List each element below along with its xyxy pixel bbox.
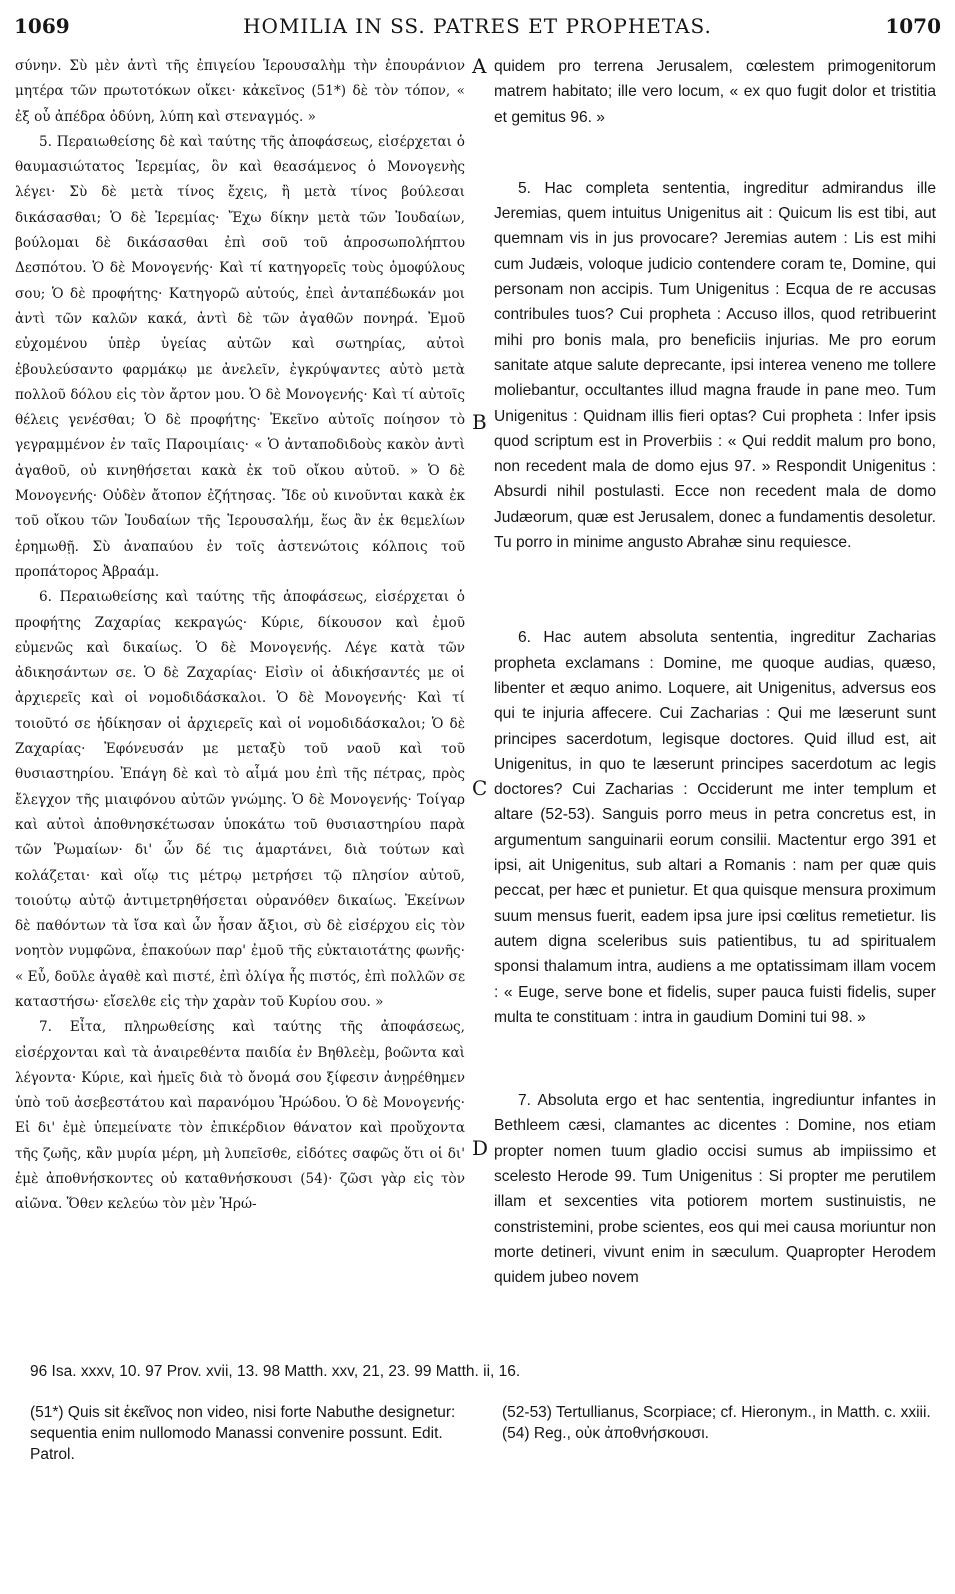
page-number-right: 1070 [885, 14, 941, 38]
footnote-54: (54) Reg., οὐκ ἀποθνήσκουσι. [502, 1425, 709, 1442]
latin-column [494, 54, 936, 1359]
page-number-left: 1069 [14, 14, 70, 38]
greek-paragraph-5: 5. Περαιωθείσης δὲ καὶ ταύτης τῆς ἀποφάσεως, εἰσέρχεται ὁ θαυμασιώτατος Ἱερεμίας, ὃν καὶ θεασάμενος ὁ Μονογενὴς λέγει· Σὺ δὲ μετὰ τίνος ἔχεις, ἢ μετὰ τίνος βούλεσαι δικάσασθαι; Ὁ δὲ Ἱερεμίας· Ἔχω δίκην μετὰ τῶν Ἰουδαίων, βούλομαι δὲ δικάσασθαι ἐπὶ σοῦ τοῦ ἀπροσωπολήπτου Δεσπότου. Ὁ δὲ Μονογενής· Καὶ τί κατηγορεῖς τοὺς ὁμοφύλους σου; Ὁ δὲ προφήτης· Κατηγορῶ αὐτούς, ἐπεὶ ἀνταπέδωκάν μοι ἀντὶ τῶν καλῶν κακά, ἀντὶ δὲ τῶν ἀγαθῶν πονηρά. Ἐμοῦ εὐχομένου ὑπὲρ ὑγείας αὐτῶν καὶ σωτηρίας, αὐτοὶ ἐβουλεύσαντο φαρμάκῳ με ἀνελεῖν, ἐγκρύψαντες αὐτὸ μετὰ πολλοῦ δόλου εἰς τὸν ἄρτον μου. Ὁ δὲ Μονογενής· Καὶ τί αὐτοῖς θέλεις γενέσθαι; Ὁ δὲ προφήτης· Ἐκεῖνο αὐτοῖς ποίησον τὸ γεγραμμένον ἐν ταῖς Παροιμίαις· « Ὁ ἀνταποδιδοὺς κακὸν ἀντὶ ἀγαθοῦ, οὐ κινηθήσεται κακὰ ἐκ τοῦ οἴκου αὐτοῦ. » Ὁ δὲ Μονογενής· Οὐδὲν ἄτοπον ἐζήτησας. Ἴδε οὐ κινοῦνται κακὰ ἐκ τοῦ οἴκου τῶν Ἰουδαίων τῆς Ἱερουσαλήμ, ἕως ἂν ἐκ θεμελίων ἐρημωθῇ. Σὺ ἀναπαύου ἐν τοῖς ἀστενώτοις κόλποις τοῦ προπάτορος Ἀβραάμ. [15, 133, 465, 580]
greek-paragraph-6: 6. Περαιωθείσης καὶ ταύτης τῆς ἀποφάσεως, εἰσέρχεται ὁ προφήτης Ζαχαρίας κεκραγώς· Κύριε, δίκουσον καὶ ἐμοῦ εὐμενῶς καὶ δικαίως. Ὁ δὲ Μονογενής. Λέγε κατὰ τῶν ἀδικησάντων σε. Ὁ δὲ Ζαχαρίας· Εἰσὶν οἱ ἀδικήσαντές με οἱ ἀρχιερεῖς καὶ οἱ νομοδιδάσκαλοι. Ὁ δὲ Μονογενής· Καὶ τί τοιοῦτό σε ἠδίκησαν οἱ ἀρχιερεῖς καὶ οἱ νομοδιδάσκαλοι; Ὁ δὲ Ζαχαρίας· Ἐφόνευσάν με μεταξὺ τοῦ ναοῦ καὶ τοῦ θυσιαστηρίου. Ἐπάγη δὲ καὶ τὸ αἷμά μου ἐπὶ τῆς πέτρας, πρὸς ἔλεγχον τῆς μιαιφόνου αὐτῶν γνώμης. Ὁ δὲ Μονογενής· Τοίγαρ καὶ αὐτοὶ ἀποθνησκέτωσαν ὑποκάτω τοῦ θυσιαστηρίου παρὰ τῶν Ῥωμαίων· δι' ὧν δέ τις ἁμαρτάνει, διὰ τούτων καὶ κολάζεται· καὶ οἵῳ τις μέτρῳ μετρήσει τῷ πλησίον αὐτοῦ, τοιούτῳ αὐτῷ ἀντιμετρηθήσεται οὐρανόθεν δικαίως. Ἐκείνων δὲ παθόντων τὰ ἴσα καὶ ὧν ἦσαν ἄξιοι, σὺ δὲ εἰσέρχου εἰς τὸν νοητὸν νυμφῶνα, ἐπακούων παρ' ἐμοῦ τῆς εὐκταιοτάτης φωνῆς· « Εὖ, δοῦλε ἀγαθὲ καὶ πιστέ, ἐπὶ ὀλίγα ἧς πιστός, ἐπὶ πολλῶν σε καταστήσω· εἴσελθε εἰς τὴν χαρὰν τοῦ Κυρίου σου. » [15, 589, 465, 1010]
latin-paragraph-intro: quidem pro terrena Jerusalem, cœlestem primogenitorum matrem habitato; ille vero locum, « ex quo fugit dolor et tristitia et gemitus 96. » [494, 58, 936, 126]
greek-paragraph-intro: σύνην. Σὺ μὲν ἀντὶ τῆς ἐπιγείου Ἱερουσαλὴμ τὴν ἐπουράνιον μητέρα τῶν πρωτοτόκων οἴκει· κἀκεῖνος (51*) δὲ τὸν τόπον, « ἐξ οὗ ἀπέδρα ὀδύνη, λύπη καὶ στεναγμός. » [15, 58, 465, 125]
footnote-51: (51*) Quis sit ἐκεῖνος non video, nisi forte Nabuthe designetur: sequentia enim nullomodo Manassi convenire possunt. Edit. Patrol. [30, 1404, 456, 1463]
greek-column [15, 54, 465, 1359]
running-title: HOMILIA IN SS. PATRES ET PROPHETAS. [243, 14, 712, 38]
footnote-left [30, 1402, 470, 1465]
footnote-52-53: (52-53) Tertullianus, Scorpiace; cf. Hieronym., in Matth. c. xxiii. [502, 1404, 931, 1421]
footnotes-right [502, 1402, 942, 1444]
latin-paragraph-7: 7. Absoluta ergo et hac sententia, ingrediuntur infantes in Bethleem cæsi, clamantes ac dicentes : Domine, nos etiam propter nomen tuum gladio occisi sumus ab impiissimo et scelesto Herode 99. Tum Unigenitus : Si propter me perutilem illam et sexcenties vita potiorem mortem sustinuistis, ne constristemini, probe scientes, eos qui mei causa moriuntur non morte detineri, vivunt enim in sæculum. Quapropter Herodem quidem jubeo novem [494, 1092, 936, 1287]
latin-paragraph-5: 5. Hac completa sententia, ingreditur admirandus ille Jeremias, quem intuitus Unigenitus ait : Quicum lis est tibi, aut quemnam vis in jus provocare? Jeremias autem : Lis est mihi cum Judæis, voloque judicio contendere coram te, Domine, qui personam non accipis. Tum Unigenitus : Ecqua de re accusas contribules tuos? Cui propheta : Accuso illos, quod retribuerint mihi pro bonis mala, pro beneficiis injurias. Me pro eorum sanitate atque salute deprecante, ipsi interea veneno me tollere moliebantur, occultantes illud magna fraude in pane meo. Tum Unigenitus : Quidnam illis fieri optas? Cui propheta : Infer ipsis quod scriptum est in Proverbiis : « Qui reddit malum pro bono, non recedent mala de domo ejus 97. » Respondit Unigenitus : Absurdi nihil postulasti. Ecce non recedent mala de domo Judæorum, quæ est Jerusalem, donec a fundamentis desoletur. Tu porro in minime angusto Abrahæ sinu requiesce. [494, 179, 936, 552]
greek-paragraph-7: 7. Εἶτα, πληρωθείσης καὶ ταύτης τῆς ἀποφάσεως, εἰσέρχονται καὶ τὰ ἀναιρεθέντα παιδία ἐν Βηθλεὲμ, βοῶντα καὶ λέγοντα· Κύριε, καὶ ἡμεῖς διὰ τὸ ὄνομά σου ξίφεσιν ἀνῃρέθημεν ὑπὸ τοῦ ἀσεβεστάτου καὶ παρανόμου Ἡρώδου. Ὁ δὲ Μονογενής· Εἰ δι' ἐμὲ ὑπεμείνατε τὸν ἐπικέρδιον θάνατον καὶ προὔχοντα τῆς ζωῆς, κἂν μυρία μέρη, μὴ λυπεῖσθε, εἰδότες σαφῶς ὅτι οἱ δι' ἐμὲ ἀποθνήσκοντες οὐ καταθνήσκουσι (54)· ζῶσι γὰρ εἰς τὸν αἰῶνα. Ὅθεν κελεύω τὸν μὲν Ἡρώ- [15, 1019, 465, 1213]
section-marker-a: A [472, 54, 487, 78]
latin-paragraph-6: 6. Hac autem absoluta sententia, ingreditur Zacharias propheta exclamans : Domine, me quoque audias, quæso, libenter et æquo animo. Loquere, ait Unigenitus, adversus eos qui te injuria affecere. Cui Zacharias : Qui me læserunt sunt principes sacerdotum, legisque doctores. Quid illud est, ait Unigenitus, in quo te læserunt principes sacerdotum ac legis doctores? Cui Zacharias : Occiderunt me inter templum et altare (52-53). Sanguis porro meus in petra concretus est, in argumentum sanguinarii eorum consilii. Mactentur ergo 391 et ipsi, ait Unigenitus, sub altari a Romanis : nam per quæ quis peccat, per hæc et punietur. Et qua quisque mensura proximum suum mensus fuerit, eadem ipsa jure ipsi cœlitus remetietur. Iis autem digna sceleribus suis patientibus, tu ad spiritualem sponsi thalamum intra, audiens a me optatissimam illam vocem : « Euge, serve bone et fidelis, super pauca fuisti fidelis, super multa te constituam : intra in gaudium Domini tui 98. » [494, 629, 936, 1026]
section-marker-c: C [472, 776, 488, 800]
section-marker-b: B [472, 410, 487, 434]
section-marker-d: D [472, 1136, 489, 1160]
scripture-references: 96 Isa. xxxv, 10. 97 Prov. xvii, 13. 98 Matth. xxv, 21, 23. 99 Matth. ii, 16. [30, 1363, 521, 1380]
page-header [14, 10, 941, 44]
